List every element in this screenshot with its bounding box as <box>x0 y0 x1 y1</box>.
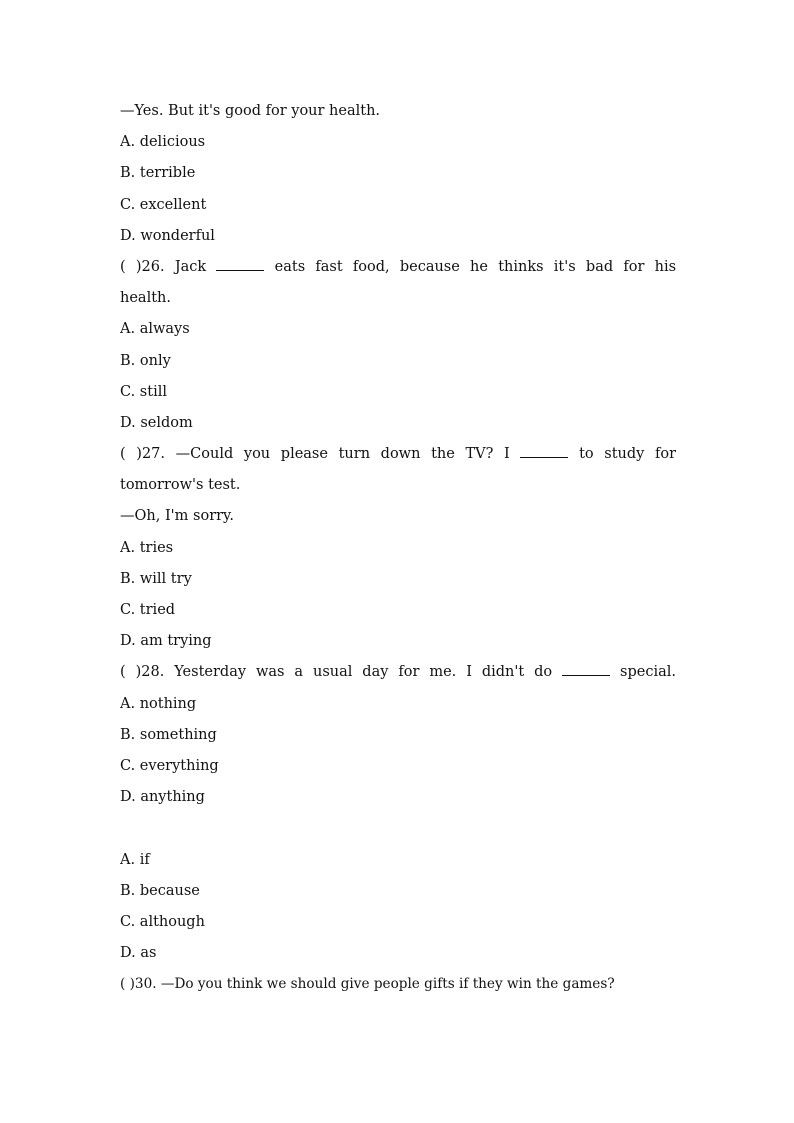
option-a: A. nothing <box>120 695 197 712</box>
document-page <box>120 96 676 1000</box>
option-c: C. excellent <box>120 196 207 213</box>
option-d: D. as <box>120 945 157 962</box>
answer-blank <box>562 661 610 676</box>
question-text: ( )27. —Could you please turn down the TV? I <box>120 446 510 463</box>
question-29 <box>120 813 676 844</box>
text-line: —Yes. But it's good for your health. <box>120 103 381 119</box>
option-d: D. am trying <box>120 633 212 650</box>
question-text: eats fast food, because he thinks it's bad for his <box>274 258 676 275</box>
option-b: B. because <box>120 882 200 899</box>
option-c: C. although <box>120 913 205 930</box>
option-b: B. something <box>120 726 217 743</box>
question-26 <box>120 252 676 283</box>
question-text: to study for <box>579 446 676 463</box>
question-30: ( )30. —Do you think we should give people gifts if they win the games? <box>120 976 615 993</box>
option-c: C. everything <box>120 757 219 774</box>
option-b: B. terrible <box>120 165 196 182</box>
option-d: D. seldom <box>120 414 193 431</box>
answer-blank <box>216 256 264 271</box>
option-d: D. wonderful <box>120 227 215 244</box>
question-28 <box>120 657 676 688</box>
question-27 <box>120 439 676 470</box>
question-text: ( )26. Jack <box>120 258 207 275</box>
option-b: B. will try <box>120 570 192 587</box>
option-c: C. tried <box>120 602 176 618</box>
answer-blank <box>520 443 568 458</box>
question-text: special. <box>620 664 676 681</box>
option-a: A. always <box>120 321 190 338</box>
option-b: B. only <box>120 352 171 369</box>
question-text: ( )28. Yesterday was a usual day for me. I didn't do <box>120 664 553 681</box>
question-text: health. <box>120 290 171 307</box>
question-text: tomorrow's test. <box>120 477 241 494</box>
option-d: D. anything <box>120 789 205 806</box>
option-c: C. still <box>120 383 167 400</box>
option-a: A. tries <box>120 539 174 556</box>
option-a: A. if <box>120 851 150 868</box>
option-a: A. delicious <box>120 134 206 151</box>
question-text: —Oh, I'm sorry. <box>120 508 234 525</box>
